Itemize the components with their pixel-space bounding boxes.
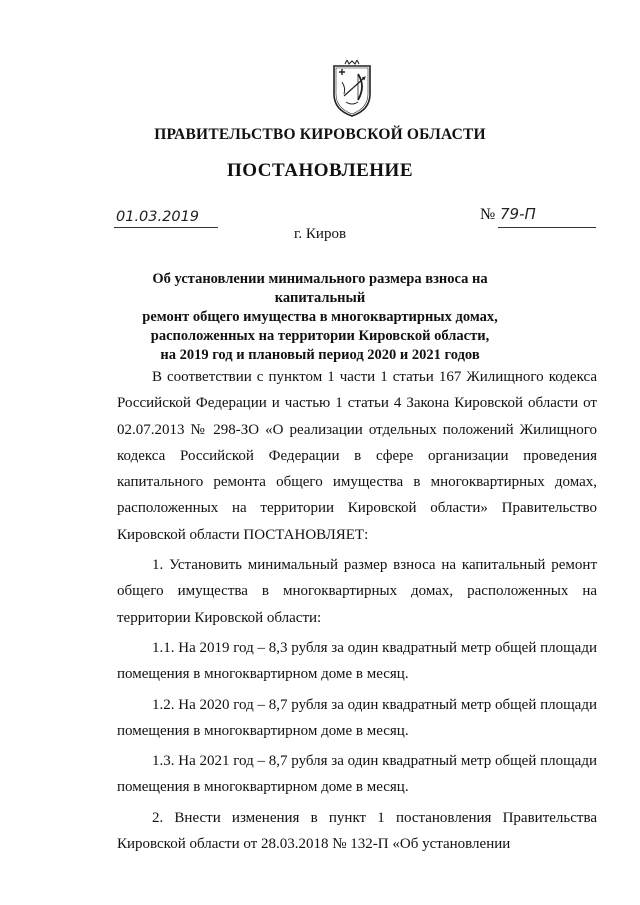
organization-name: ПРАВИТЕЛЬСТВО КИРОВСКОЙ ОБЛАСТИ — [154, 126, 486, 143]
paragraph-preamble: В соответствии с пунктом 1 части 1 статьи 167 Жилищного кодекса Российской Федерации и частью 1 статьи 4 Закона Кировской области от 02.07.2013 № 298-ЗО «О реализации отдельных положений Жилищного кодекса Российской Федерации в сфере организации проведения капитального ремонта общего имущества в многоквартирных домах, расположенных на территории Кировской области» Правительство Кировской области ПОСТАНОВЛЯЕТ: — [117, 369, 597, 543]
number-label: № — [480, 206, 496, 223]
paragraph-item-1-3: 1.3. На 2021 год – 8,7 рубля за один квадратный метр общей площади помещения в многоквартирном доме в месяц. — [117, 753, 597, 796]
coat-of-arms-icon — [330, 60, 374, 118]
city-name: г. Киров — [293, 226, 347, 242]
title-line: Об установлении минимального размера взноса на капитальный — [152, 271, 488, 306]
paragraph-item-1: 1. Установить минимальный размер взноса на капитальный ремонт общего имущества в многоквартирных домах, расположенных на территории Кировской области: — [117, 557, 597, 626]
paragraph-item-1-2: 1.2. На 2020 год – 8,7 рубля за один квадратный метр общей площади помещения в многоквартирном доме в месяц. — [117, 696, 597, 739]
title-line: расположенных на территории Кировской области, — [150, 328, 490, 344]
document-body — [117, 364, 597, 857]
document-number: 79-П — [500, 205, 536, 223]
title-line: на 2019 год и плановый период 2020 и 2021 годов — [160, 347, 480, 363]
title-line: ремонт общего имущества в многоквартирных домах, — [142, 309, 498, 325]
document-type: ПОСТАНОВЛЕНИЕ — [226, 160, 414, 181]
paragraph-item-1-1: 1.1. На 2019 год – 8,3 рубля за один квадратный метр общей площади помещения в многоквартирном доме в месяц. — [117, 639, 597, 683]
document-title — [110, 270, 530, 365]
paragraph-item-2: 2. Внести изменения в пункт 1 постановления Правительства Кировской области от 28.03.2018 № 132-П «Об установлении — [117, 809, 597, 853]
document-date: 01.03.2019 — [116, 209, 200, 225]
